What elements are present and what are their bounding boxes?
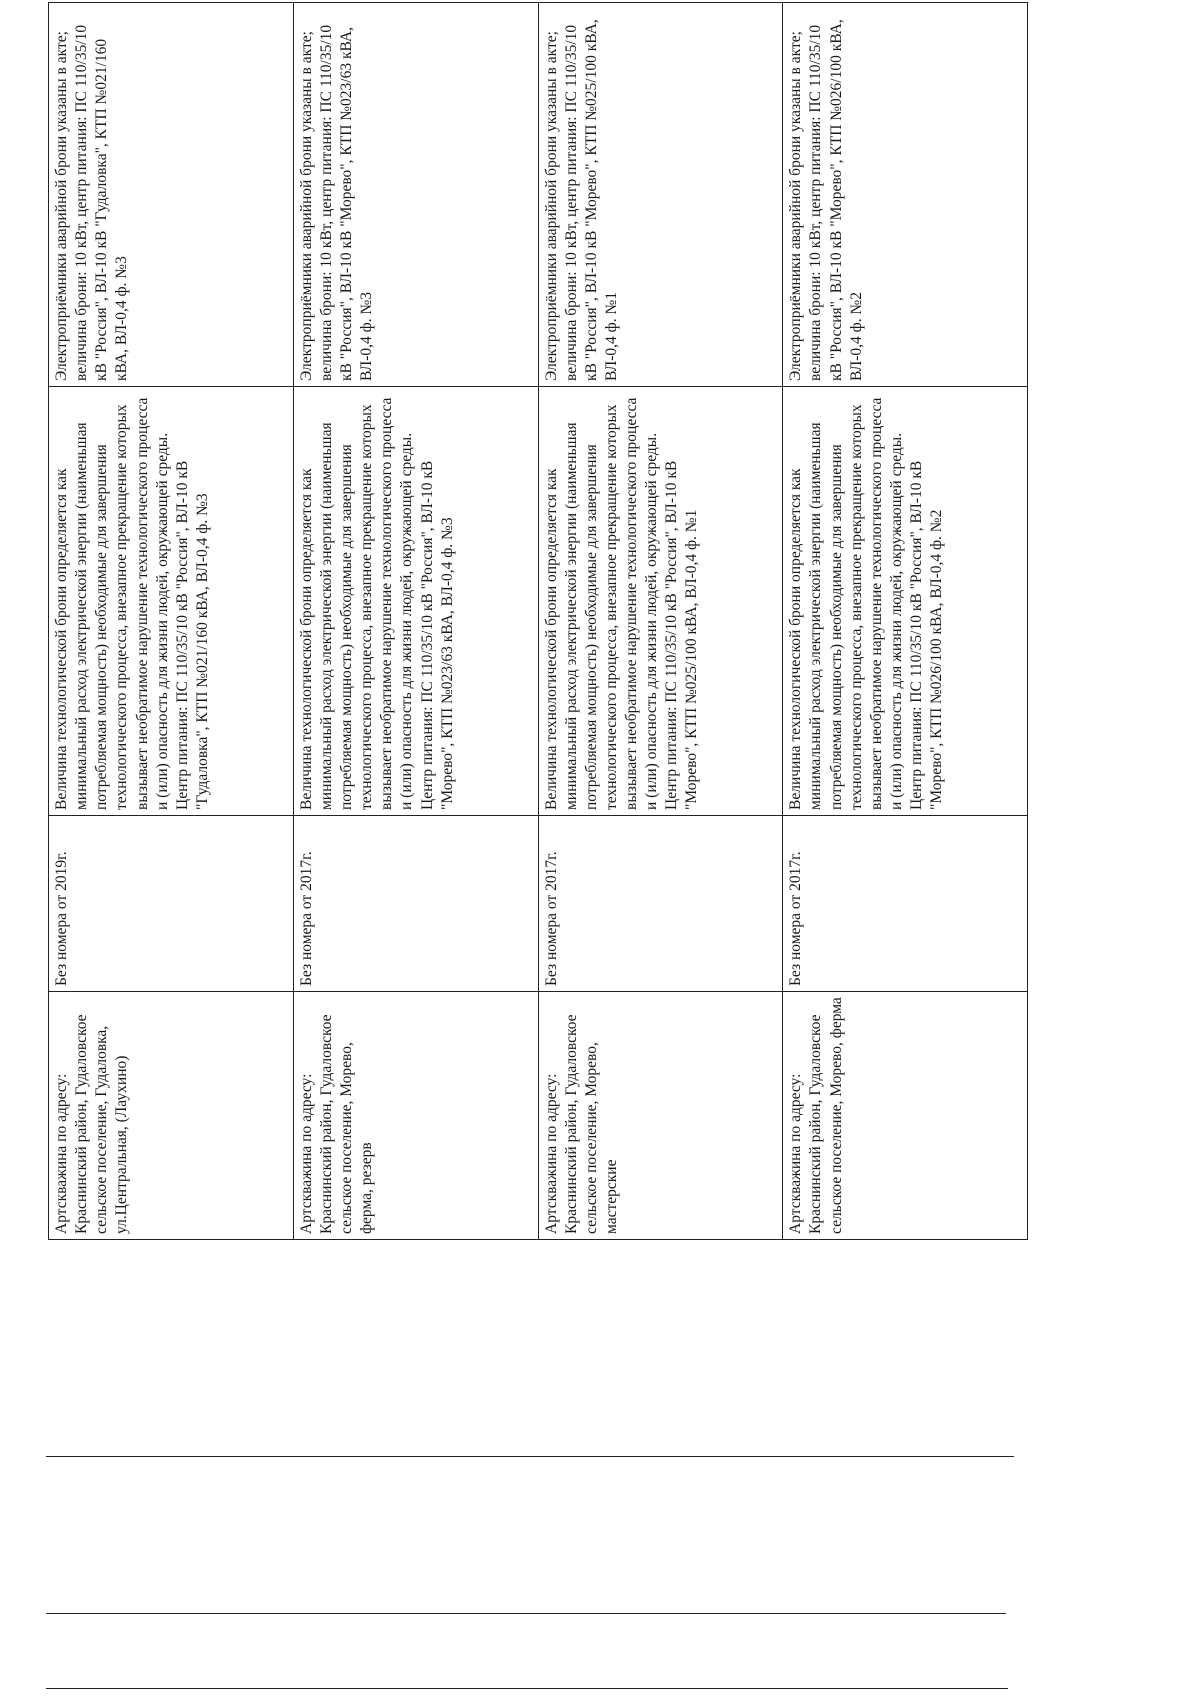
tech-reserve-cell: Величина технологической брони определяется как минимальный расход электрической энергии (наименьшая потребляемая мощность) необходимые для завершения технологического процесса, внезапное прекращение которых вызывает необратимое нарушение технологического процесса и (или) опасность для жизни людей, окружающей среды. Центр питания: ПС 110/35/10 кВ "Россия", ВЛ-10 кВ "Морево", КТП №023/63 кВА, ВЛ-0,4 ф. №3 xyxy=(293,387,538,816)
object-address-cell: Артскважина по адресу: Краснинский район, Гудаловское сельское поселение, Морево, ферма, резерв xyxy=(293,992,538,1240)
signature-line xyxy=(46,1456,1014,1457)
rotated-reserve-table xyxy=(48,19,1028,1240)
object-address-cell: Артскважина по адресу: Краснинский район, Гудаловское сельское поселение, Морево, ферма xyxy=(783,992,1028,1240)
act-cell: Без номера от 2019г. xyxy=(49,816,294,992)
emergency-reserve-cell: Электроприёмники аварийной брони указаны в акте; величина брони: 10 кВт, центр питания: ПС 110/35/10 кВ "Россия", ВЛ-10 кВ "Гудаловка", КТП №021/160 кВА, ВЛ-0,4 ф. №3 xyxy=(49,3,294,387)
table-row xyxy=(49,3,294,1240)
table-row xyxy=(538,3,783,1240)
act-cell: Без номера от 2017г. xyxy=(783,816,1028,992)
reserve-table xyxy=(48,2,1028,1240)
table-row xyxy=(783,3,1028,1240)
signature-line xyxy=(46,1688,1008,1689)
tech-reserve-cell: Величина технологической брони определяется как минимальный расход электрической энергии (наименьшая потребляемая мощность) необходимые для завершения технологического процесса, внезапное прекращение которых вызывает необратимое нарушение технологического процесса и (или) опасность для жизни людей, окружающей среды. Центр питания: ПС 110/35/10 кВ "Россия", ВЛ-10 кВ "Морево", КТП №026/100 кВА, ВЛ-0,4 ф. №2 xyxy=(783,387,1028,816)
object-address-cell: Артскважина по адресу: Краснинский район, Гудаловское сельское поселение, Морево, мастерские xyxy=(538,992,783,1240)
signature-line xyxy=(46,1613,1006,1614)
emergency-reserve-cell: Электроприёмники аварийной брони указаны в акте; величина брони: 10 кВт, центр питания: ПС 110/35/10 кВ "Россия", ВЛ-10 кВ "Морево", КТП №023/63 кВА, ВЛ-0,4 ф. №3 xyxy=(293,3,538,387)
table-row xyxy=(293,3,538,1240)
act-cell: Без номера от 2017г. xyxy=(538,816,783,992)
emergency-reserve-cell: Электроприёмники аварийной брони указаны в акте; величина брони: 10 кВт, центр питания: ПС 110/35/10 кВ "Россия", ВЛ-10 кВ "Морево", КТП №025/100 кВА, ВЛ-0,4 ф. №1 xyxy=(538,3,783,387)
tech-reserve-cell: Величина технологической брони определяется как минимальный расход электрической энергии (наименьшая потребляемая мощность) необходимые для завершения технологического процесса, внезапное прекращение которых вызывает необратимое нарушение технологического процесса и (или) опасность для жизни людей, окружающей среды. Центр питания: ПС 110/35/10 кВ "Россия", ВЛ-10 кВ "Гудаловка", КТП №021/160 кВА, ВЛ-0,4 ф. №3 xyxy=(49,387,294,816)
tech-reserve-cell: Величина технологической брони определяется как минимальный расход электрической энергии (наименьшая потребляемая мощность) необходимые для завершения технологического процесса, внезапное прекращение которых вызывает необратимое нарушение технологического процесса и (или) опасность для жизни людей, окружающей среды. Центр питания: ПС 110/35/10 кВ "Россия", ВЛ-10 кВ "Морево", КТП №025/100 кВА, ВЛ-0,4 ф. №1 xyxy=(538,387,783,816)
object-address-cell: Артскважина по адресу: Краснинский район, Гудаловское сельское поселение, Гудаловка, ул.Центральная, (Лаухино) xyxy=(49,992,294,1240)
act-cell: Без номера от 2017г. xyxy=(293,816,538,992)
emergency-reserve-cell: Электроприёмники аварийной брони указаны в акте; величина брони: 10 кВт, центр питания: ПС 110/35/10 кВ "Россия", ВЛ-10 кВ "Морево", КТП №026/100 кВА, ВЛ-0,4 ф. №2 xyxy=(783,3,1028,387)
